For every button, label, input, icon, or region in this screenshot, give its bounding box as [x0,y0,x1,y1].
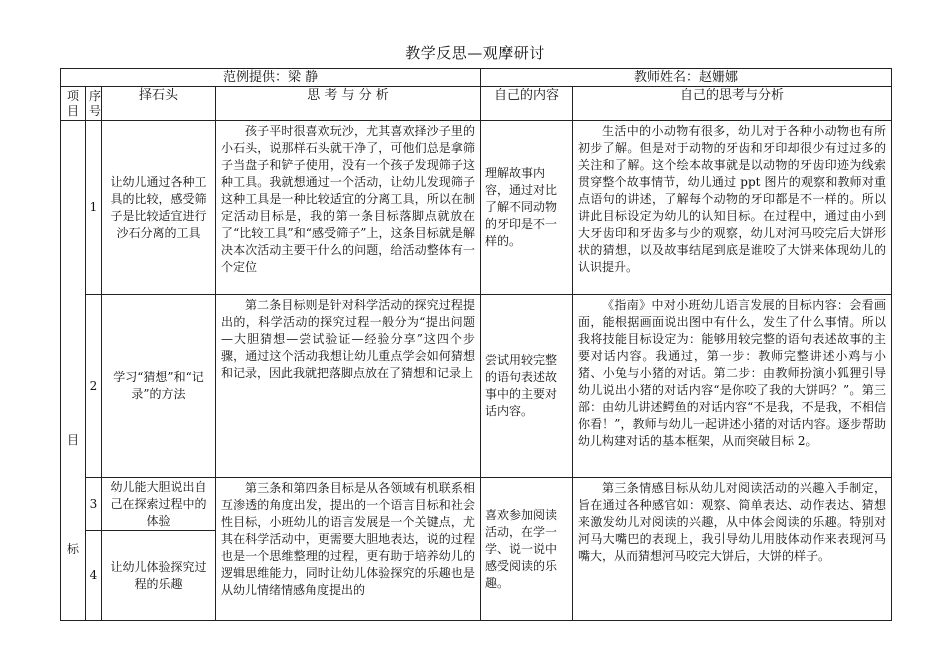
page-title: 教学反思—观摩研讨 [405,44,545,62]
col-seq-header: 序 号 [86,87,102,121]
table-row [61,121,892,295]
own-content-cell: 理解故事内容，通过对比了解不同动物的牙印是不一样的。 [481,121,573,295]
row-number: 1 [86,121,102,295]
col-item-header: 项 目 [61,87,86,121]
analysis-cell: 第二条目标则是针对科学活动的探究过程提出的，科学活动的探究过程一般分为“提出问题—大胆猜想—尝试验证—经验分享”这四个步骤，通过这个活动我想让幼儿重点学会如何猜想和记录，因此我就把落脚点放在了猜想和记录上 [216,295,481,478]
own-analysis-cell: 生活中的小动物有很多，幼儿对于各种小动物也有所初步了解。但是对于动物的牙齿和牙印却很少有过过多的关注和了解。这个绘本故事就是以动物的牙齿印迹为线索贯穿整个故事情节，幼儿通过 ppt 图片的观察和教师对重点语句的讲述，了解每个动物的牙印都是不一样的。所以讲此目标设定为幼儿的认知目标。在过程中，通过由小到大牙齿印和牙齿多与少的观察，幼儿对河马咬完后大饼形状的猜想，以及故事结尾到底是谁咬了大饼来体现幼儿的认识提升。 [573,121,892,295]
row-number: 4 [86,531,102,621]
col-own-analysis-header: 自己的思考与分析 [573,87,892,121]
pick-cell: 幼儿能大胆说出自己在探索过程中的体验 [102,478,216,531]
col-own-content-header: 自己的内容 [481,87,573,121]
table-row [61,478,892,531]
analysis-cell: 第三条和第四条目标是从各领域有机联系相互渗透的角度出发，提出的一个语言目标和社会性目标，小班幼儿的语言发展是一个关键点，尤其在科学活动中，更需要大胆地表达，说的过程也是一个思维整理的过程，更有助于培养幼儿的逻辑思维能力，同时让幼儿体验探究的乐趣也是从幼儿情绪情感角度提出的 [216,478,481,621]
pick-cell: 学习“猜想”和“记录”的方法 [102,295,216,478]
table-row [61,295,892,478]
col-pick-header: 择石头 [102,87,216,121]
row-number: 2 [86,295,102,478]
teacher-header: 教师姓名：赵姗娜 [481,69,892,87]
own-analysis-cell: 《指南》中对小班幼儿语言发展的目标内容：会看画面，能根据画面说出图中有什么，发生了什么事情。所以我将技能目标设定为：能够用较完整的语句表述故事的主要对话内容。我通过，第一步：教师完整讲述小鸡与小猪、小兔与小猪的对话。第二步：由教师扮演小狐狸引导幼儿说出小猪的对话内容“是你咬了我的大饼吗？”。第三部：由幼儿讲述鳄鱼的对话内容“不是我，不是我，不相信你看！”，教师与幼儿一起讲述小猪的对话内容。逐步帮助幼儿构建对话的基本框架，从而突破目标 2。 [573,295,892,478]
category-cell: 目 标 [61,121,86,621]
col-analysis-header: 思 考 与 分 析 [216,87,481,121]
own-content-cell: 尝试用较完整的语句表述故事中的主要对话内容。 [481,295,573,478]
row-number: 3 [86,478,102,531]
reflection-table [60,68,892,621]
own-content-cell: 喜欢参加阅读活动，在学一学、说一说中感受阅读的乐趣。 [481,478,573,621]
analysis-cell: 孩子平时很喜欢玩沙，尤其喜欢择沙子里的小石头，说那样石头就干净了，可他们总是拿筛子当盘子和铲子使用，没有一个孩子发现筛子这种工具。我就想通过一个活动，让幼儿发现筛子这种工具是一种比较适宜的分离工具，所以在制定活动目标是，我的第一条目标落脚点就放在了“比较工具”和“感受筛子”上，这条目标就是解决本次活动主要干什么的问题，给活动整体有一个定位 [216,121,481,295]
own-analysis-cell: 第三条情感目标从幼儿对阅读活动的兴趣入手制定，旨在通过各种感官如：观察、简单表达、动作表达、猜想来激发幼儿对阅读的兴趣，从中体会阅读的乐趣。特别对河马大嘴巴的表现上，我引导幼儿用肢体动作来表现河马嘴大，从而猜想河马咬完大饼后，大饼的样子。 [573,478,892,621]
pick-cell: 让幼儿体验探究过程的乐趣 [102,531,216,621]
pick-cell: 让幼儿通过各种工具的比较，感受筛子是比较适宜进行沙石分离的工具 [102,121,216,295]
provider-header: 范例提供：梁 静 [61,69,481,87]
